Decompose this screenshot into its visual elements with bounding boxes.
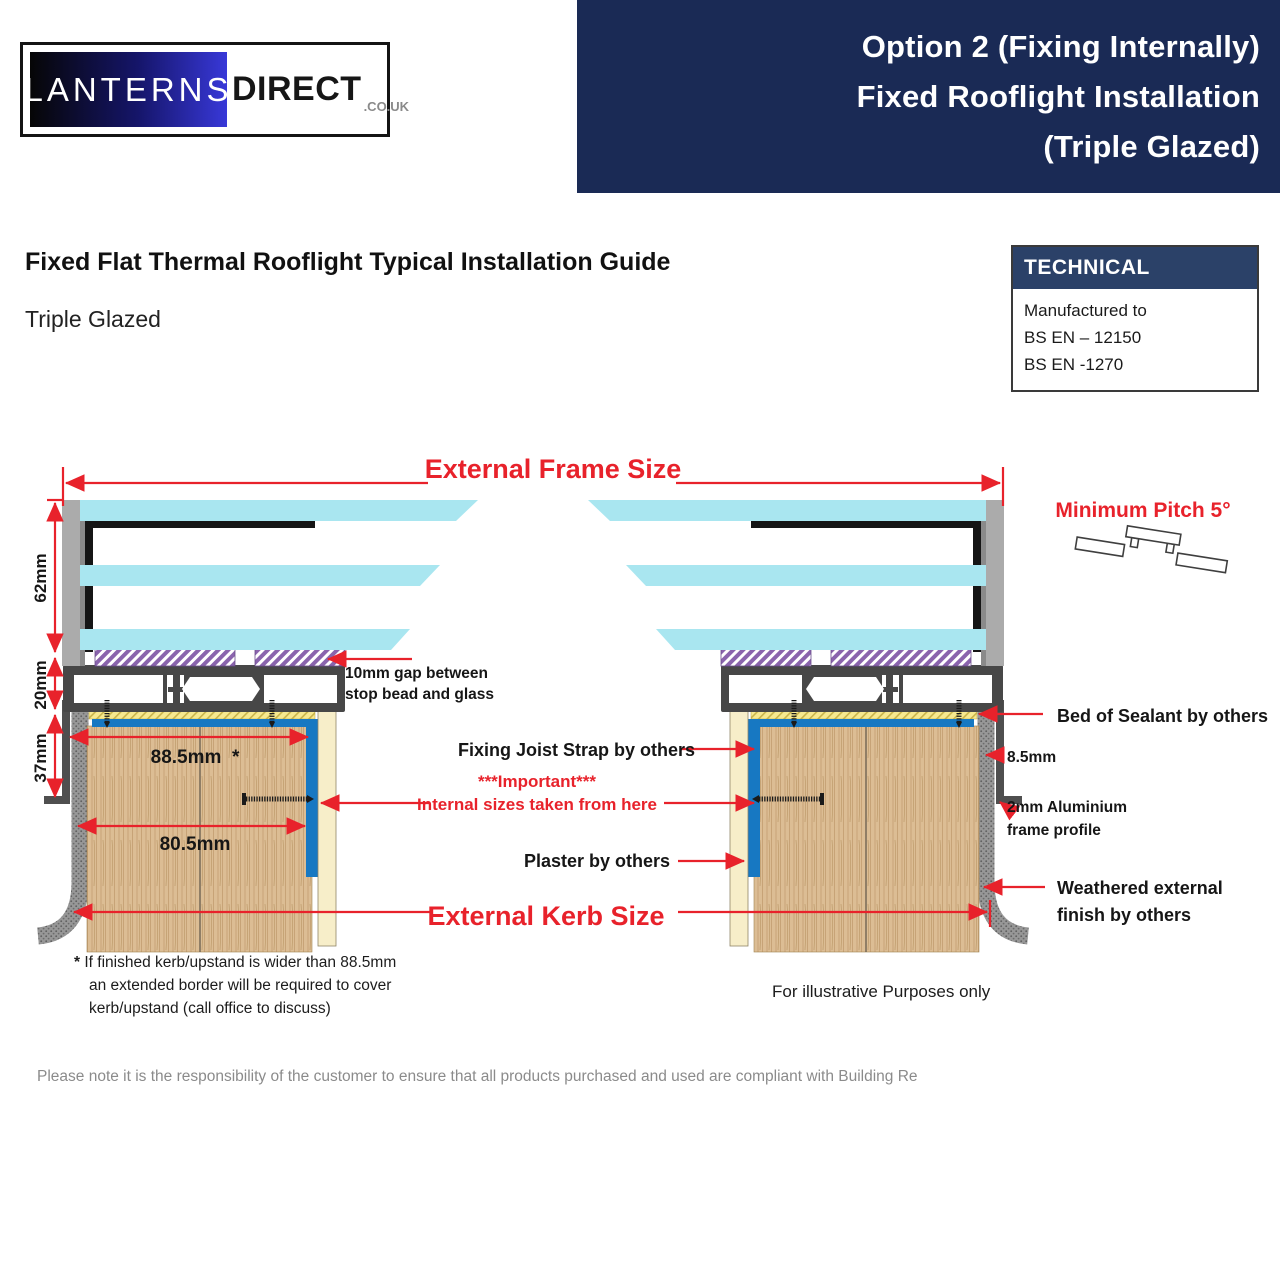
illustrative-note: For illustrative Purposes only [772,982,991,1001]
footnote-line-1: If finished kerb/upstand is wider than 88.5mm [84,954,397,971]
left-stop-bead-timber [318,688,336,946]
dim-37mm-label: 37mm [31,733,50,783]
weathered-label-line1: Weathered external [1057,878,1223,898]
footnote-star: * [74,954,81,971]
logo-text-tld: .CO.UK [363,99,410,114]
technical-line-3: BS EN -1270 [1024,355,1124,374]
left-section [38,500,478,952]
alu-profile-label-line1: 2mm Aluminium [1007,799,1127,816]
minimum-pitch-label: Minimum Pitch 5° [1055,499,1231,522]
title-banner [577,0,1280,193]
banner-line-3: (Triple Glazed) [1043,128,1260,164]
dim-80-5mm-label: 80.5mm [159,834,231,855]
internal-sizes-label: Internal sizes taken from here [417,795,657,814]
right-glass-spacer [751,521,973,528]
banner-line-1: Option 2 (Fixing Internally) [861,28,1260,64]
right-stop-bead-timber [730,688,748,946]
dim-88-5mm-label: 88.5mm * [150,747,240,768]
logo-gradient-panel [24,52,233,127]
dim-20mm-label: 20mm [31,660,50,710]
footnote-line-2: an extended border will be required to cover [89,977,392,994]
lanterns-direct-logo [20,42,410,137]
gap-label-line2: stop bead and glass [345,686,495,703]
right-kerb-wood [754,726,979,952]
left-glass-spacer [93,521,315,528]
plaster-label: Plaster by others [523,851,670,871]
technical-box [1011,245,1259,392]
page-subtitle: Triple Glazed [25,306,161,332]
fixing-joist-label: Fixing Joist Strap by others [458,740,696,760]
right-frame-profile [721,665,1003,712]
banner-line-2: Fixed Rooflight Installation [856,78,1260,114]
left-gaskets [95,649,345,666]
left-frame-profile [63,665,345,712]
external-frame-size-label: External Frame Size [424,454,682,484]
gap-label-line1: 10mm gap between [345,665,488,682]
dim-62mm-label: 62mm [31,553,50,603]
right-gaskets [721,649,971,666]
bed-of-sealant-label: Bed of Sealant by others [1057,706,1269,726]
weathered-label-line2: finish by others [1057,905,1192,925]
dim-8-5mm-label: 8.5mm [1007,749,1057,766]
technical-header: TECHNICAL [1013,247,1257,289]
page-title: Fixed Flat Thermal Rooflight Typical Installation Guide [25,248,671,276]
technical-body [1013,289,1257,390]
right-section [588,500,1028,952]
logo-text-direct: DIRECT [232,70,362,108]
minimum-pitch-icon [1075,518,1230,572]
footnote-line-3: kerb/upstand (call office to discuss) [89,1000,331,1017]
footer-disclaimer: Please note it is the responsibility of the customer to ensure that all products purchased and used are compliant with Building Re [37,1068,918,1085]
logo-text-lanterns: LANTERNS [24,70,233,108]
technical-line-1: Manufactured to [1024,301,1147,320]
external-kerb-size-label: External Kerb Size [427,901,665,931]
alu-profile-label-line2: frame profile [1007,822,1101,839]
technical-line-2: BS EN – 12150 [1024,328,1142,347]
important-label: ***Important*** [477,772,597,791]
kerb-footnote [74,951,396,1020]
